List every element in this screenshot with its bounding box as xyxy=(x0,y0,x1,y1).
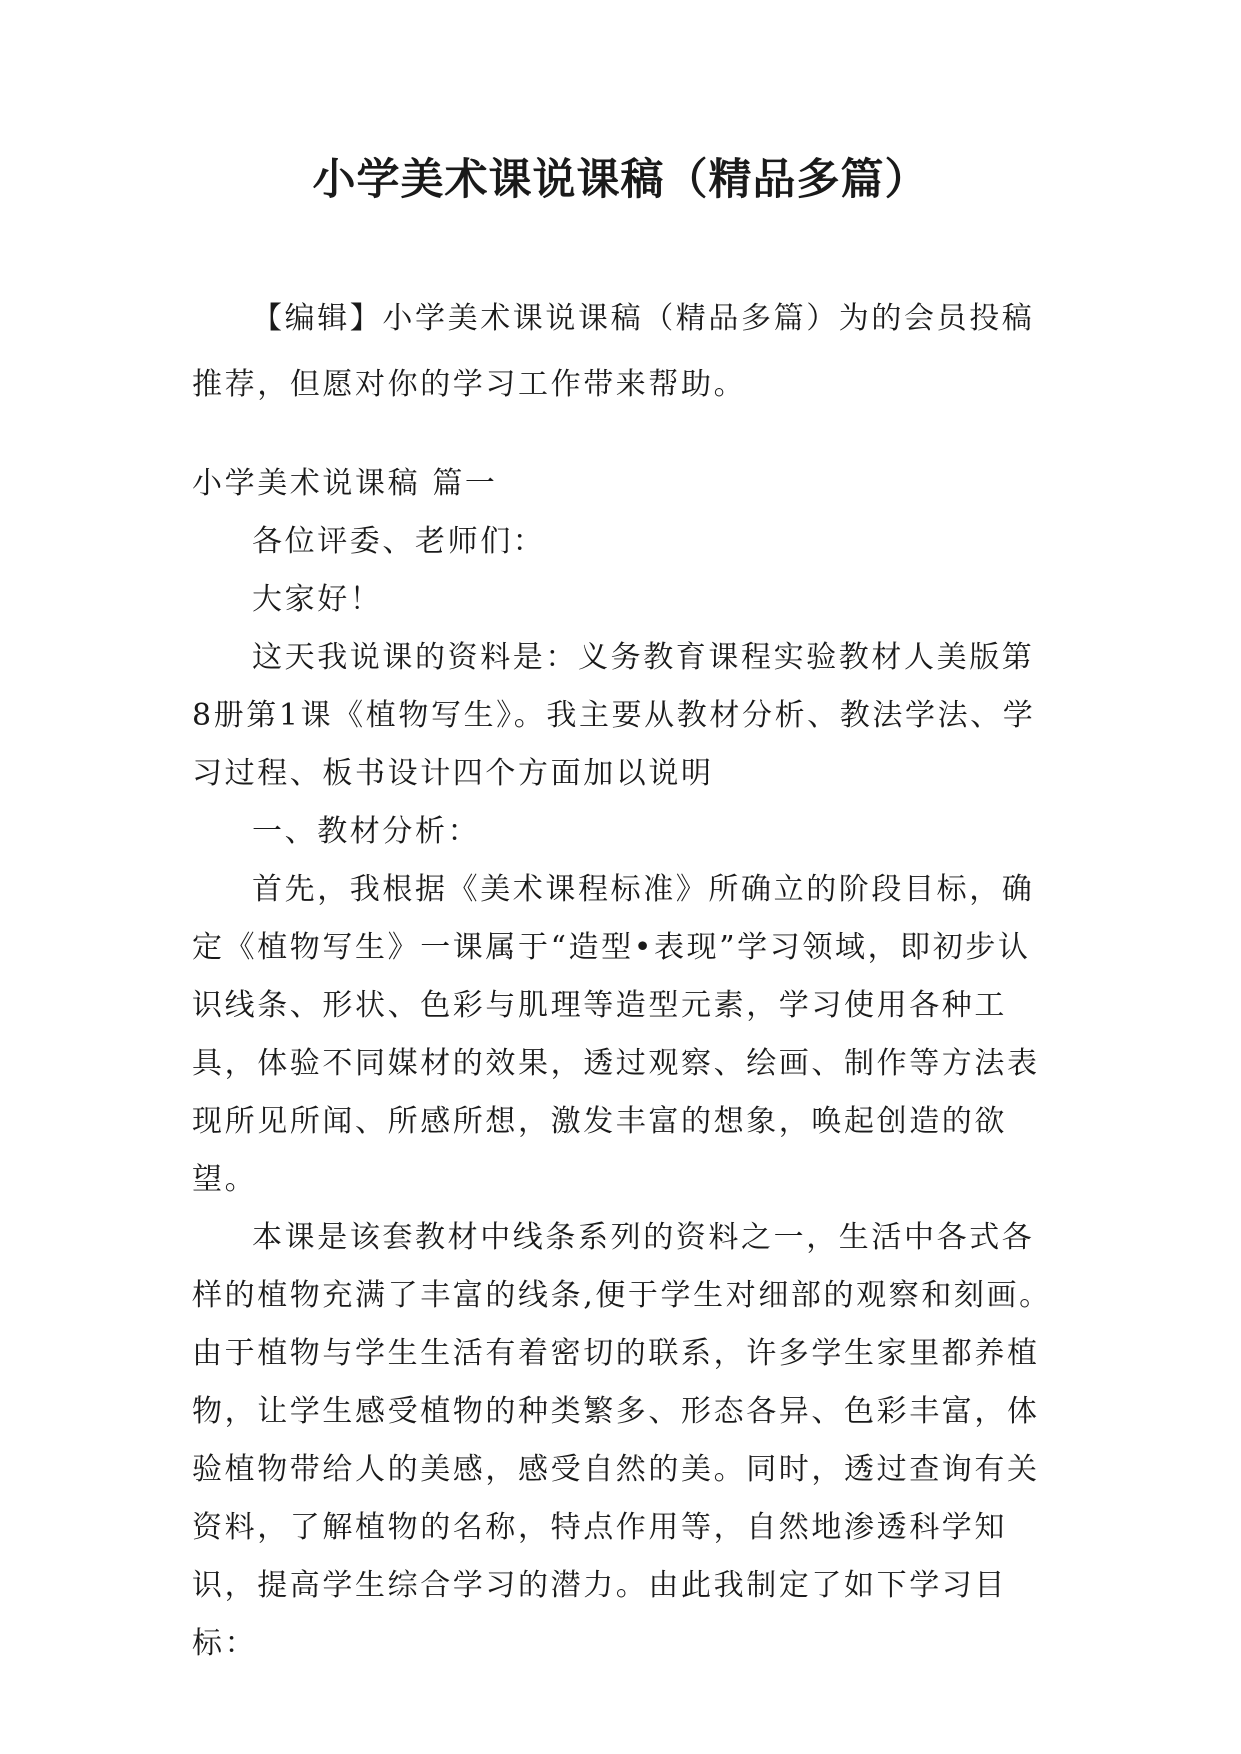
section-article-1 xyxy=(192,455,1052,1673)
body-paragraph: 这天我说课的资料是：义务教育课程实验教材人美版第8册第1课《植物写生》。我主要从教材分析、教法学法、学习过程、板书设计四个方面加以说明 xyxy=(192,640,1036,791)
body-paragraph: 本课是该套教材中线条系列的资料之一，生活中各式各样的植物充满了丰富的线条,便于学生对细部的观察和刻画。由于植物与学生生活有着密切的联系，许多学生家里都养植物，让学生感受植物的种类繁多、形态各异、色彩丰富，体验植物带给人的美感，感受自然的美。同时，透过查询有关资料，了解植物的名称，特点作用等，自然地渗透科学知识，提高学生综合学习的潜力。由此我制定了如下学习目标： xyxy=(192,1220,1052,1661)
salutation-line: 大家好！ xyxy=(252,582,383,617)
section-heading: 小学美术说课稿 篇一 xyxy=(192,466,498,501)
body-paragraph: 首先，我根据《美术课程标准》所确立的阶段目标，确定《植物写生》一课属于“造型•表现”学习领域，即初步认识线条、形状、色彩与肌理等造型元素，学习使用各种工具，体验不同媒材的效果，透过观察、绘画、制作等方法表现所见所闻、所感所想，激发丰富的想象，唤起创造的欲望。 xyxy=(192,872,1040,1197)
page-title: 小学美术课说课稿（精品多篇） xyxy=(312,155,929,205)
greeting-line: 各位评委、老师们： xyxy=(252,524,546,559)
intro-paragraph: 【编辑】小学美术课说课稿（精品多篇）为的会员投稿推荐，但愿对你的学习工作带来帮助。 xyxy=(192,301,1035,402)
subheading-textbook-analysis: 一、教材分析： xyxy=(252,814,481,849)
